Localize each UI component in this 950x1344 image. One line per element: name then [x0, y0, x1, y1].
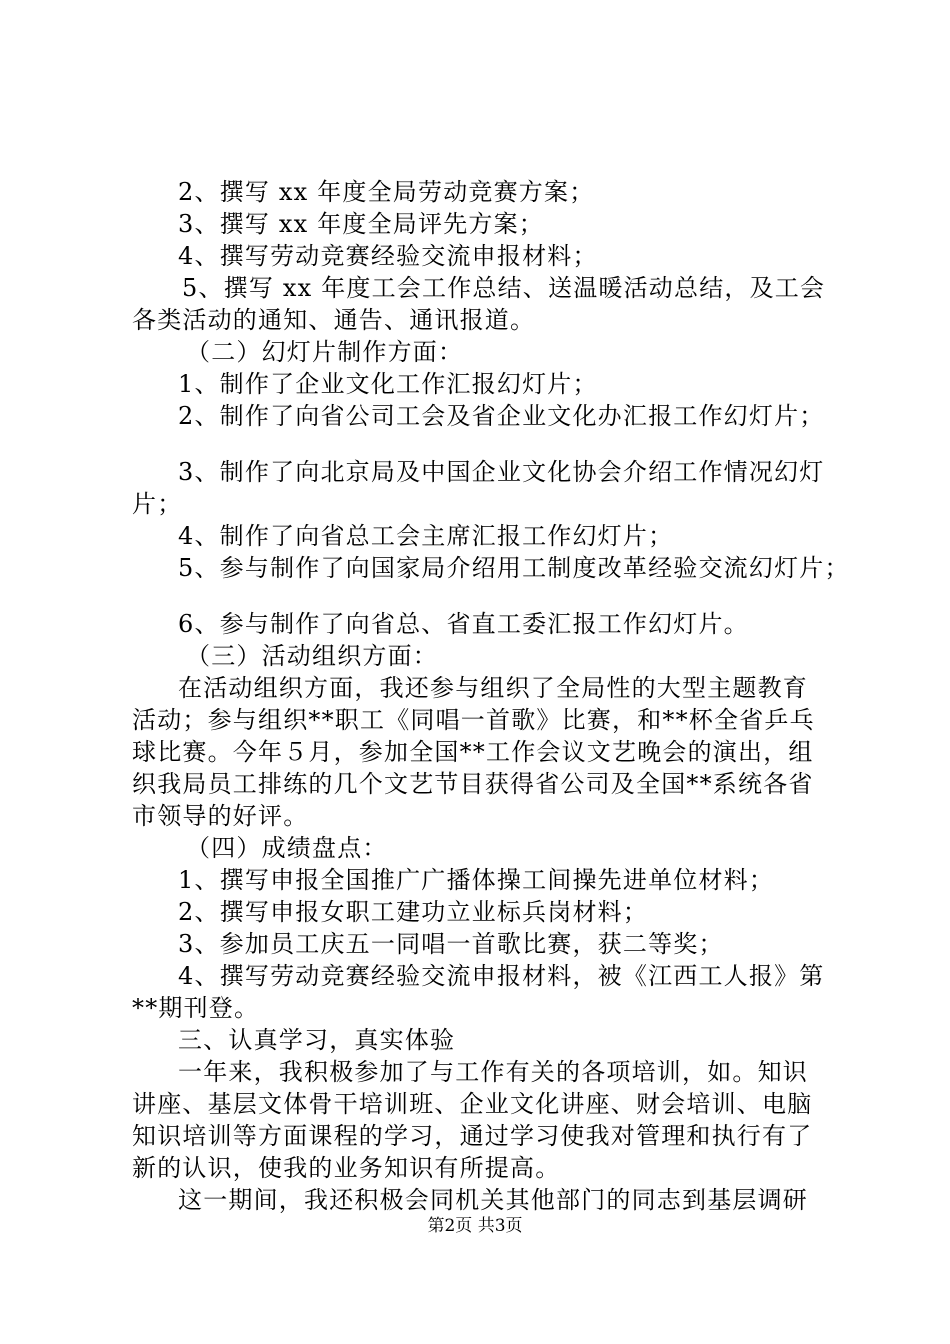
text-line: 织我局员工排练的几个文艺节目获得省公司及全国**系统各省	[132, 770, 814, 798]
section-heading: （二）幻灯片制作方面：	[186, 338, 464, 366]
text-line: 5、撰写 xx 年度工会工作总结、送温暖活动总结，及工会	[182, 274, 826, 302]
text-line: 知识培训等方面课程的学习，通过学习使我对管理和执行有了	[132, 1122, 813, 1150]
text-line: 3、撰写 xx 年度全局评先方案；	[178, 210, 544, 238]
page-footer: 第2页 共3页	[427, 1216, 523, 1236]
text-line: 6、参与制作了向省总、省直工委汇报工作幻灯片。	[178, 610, 749, 638]
section-heading: （四）成绩盘点：	[186, 834, 388, 862]
text-line: 2、撰写 xx 年度全局劳动竞赛方案；	[178, 178, 595, 206]
text-line: 这一期间，我还积极会同机关其他部门的同志到基层调研	[178, 1186, 808, 1214]
text-line: 3、参加员工庆五一同唱一首歌比赛，获二等奖；	[178, 930, 724, 958]
text-line: 2、制作了向省公司工会及省企业文化办汇报工作幻灯片；	[178, 402, 825, 430]
section-heading: 三、认真学习，真实体验	[178, 1026, 456, 1054]
text-line: 各类活动的通知、通告、通讯报道。	[132, 306, 536, 334]
text-line: **期刊登。	[132, 994, 260, 1022]
text-line: 3、制作了向北京局及中国企业文化协会介绍工作情况幻灯	[178, 458, 825, 486]
text-line: 新的认识，使我的业务知识有所提高。	[132, 1154, 561, 1182]
text-line: 5、参与制作了向国家局介绍用工制度改革经验交流幻灯片；	[178, 554, 850, 582]
text-line: 4、制作了向省总工会主席汇报工作幻灯片；	[178, 522, 674, 550]
text-line: 球比赛。今年５月，参加全国**工作会议文艺晚会的演出，组	[132, 738, 814, 766]
text-line: 1、撰写申报全国推广广播体操工间操先进单位材料；	[178, 866, 775, 894]
text-line: 4、撰写劳动竞赛经验交流申报材料；	[178, 242, 598, 270]
text-line: 活动；参与组织**职工《同唱一首歌》比赛，和**杯全省乒乓	[132, 706, 815, 734]
text-line: 市领导的好评。	[132, 802, 309, 830]
text-line: 在活动组织方面，我还参与组织了全局性的大型主题教育	[178, 674, 808, 702]
text-line: 1、制作了企业文化工作汇报幻灯片；	[178, 370, 598, 398]
section-heading: （三）活动组织方面：	[186, 642, 438, 670]
text-line: 片；	[132, 490, 183, 518]
text-line: 2、撰写申报女职工建功立业标兵岗材料；	[178, 898, 649, 926]
text-line: 讲座、基层文体骨干培训班、企业文化讲座、财会培训、电脑	[132, 1090, 813, 1118]
text-line: 4、撰写劳动竞赛经验交流申报材料，被《江西工人报》第	[178, 962, 825, 990]
text-line: 一年来，我积极参加了与工作有关的各项培训，如。知识	[178, 1058, 808, 1086]
